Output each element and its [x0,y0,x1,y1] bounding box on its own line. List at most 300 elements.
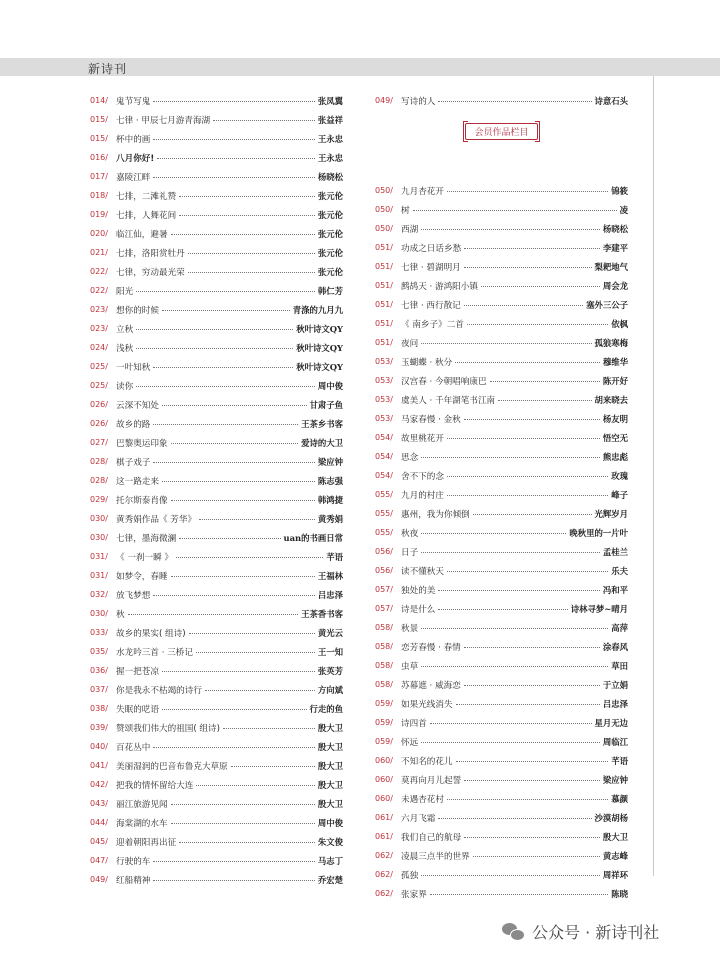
leader-dots [153,177,314,178]
entry-title: 西湖 [401,224,419,235]
toc-right-list [375,181,628,903]
leader-dots [179,196,315,197]
leader-dots [473,856,600,857]
toc-entry[interactable] [375,390,628,409]
entry-author: 塞外三公子 [586,299,628,310]
leader-dots [231,766,315,767]
page-number: 059/ [375,737,393,746]
entry-author: 熊忠彪 [602,451,628,462]
toc-entry[interactable] [375,865,628,884]
page-number: 062/ [375,870,393,879]
toc-entry[interactable] [375,181,628,200]
leader-dots [176,557,323,558]
page-number: 014/ [90,96,108,105]
page-number: 040/ [90,742,108,751]
page-number: 043/ [90,799,108,808]
page-number: 030/ [90,533,108,542]
toc-entry[interactable] [90,224,343,243]
entry-title: 杯中的画 [116,134,151,145]
page-number: 058/ [375,642,393,651]
leader-dots [153,367,293,368]
entry-author: 峰子 [611,489,628,500]
leader-dots [157,158,315,159]
toc-entry[interactable] [90,661,343,680]
entry-author: 杨晓松 [602,223,628,234]
entry-title: 秋 [116,609,125,620]
entry-author: 殷大卫 [317,798,343,809]
page-number: 020/ [90,229,108,238]
toc-entry[interactable] [90,870,343,889]
leader-dots [171,234,315,235]
entry-title: 如果光线消失 [401,699,453,710]
entry-title: 苏幕遮 · 威海恋 [401,680,461,691]
toc-entry[interactable] [90,167,343,186]
entry-title: 七律 · 碧湖明月 [401,262,461,273]
toc-entry[interactable] [90,623,343,642]
wechat-icon [502,923,524,941]
toc-entry[interactable] [90,794,343,813]
page-number: 061/ [375,813,393,822]
entry-author: 沙漠胡杨 [594,812,628,823]
entry-title: 阳光 [116,286,134,297]
page-number: 036/ [90,666,108,675]
toc-entry[interactable] [90,319,343,338]
entry-title: 你是我永不枯竭的诗行 [116,685,202,696]
toc-entry[interactable] [375,409,628,428]
entry-author: 周中俊 [317,380,343,391]
page-number: 051/ [375,243,393,252]
toc-entry[interactable] [90,129,343,148]
page-number: 062/ [375,889,393,898]
toc-entry[interactable] [375,770,628,789]
toc-entry[interactable] [375,352,628,371]
entry-title: 《 一刹一瞬 》 [116,552,174,563]
page-number: 049/ [375,96,393,105]
toc-entry[interactable] [375,599,628,618]
page-number: 055/ [375,528,393,537]
entry-title: 恋芳春慢 · 春情 [401,642,461,653]
toc-entry[interactable] [375,523,628,542]
leader-dots [171,576,315,577]
toc-entry[interactable] [90,91,343,110]
page-number: 031/ [90,571,108,580]
toc-entry[interactable] [375,371,628,390]
page-number: 060/ [375,756,393,765]
entry-title: 把我的情怀留给大连 [116,780,194,791]
toc-entry[interactable] [375,485,628,504]
leader-dots [153,101,314,102]
toc-entry[interactable] [90,604,343,623]
toc-entry[interactable] [375,827,628,846]
entry-title: 不知名的花儿 [401,756,453,767]
leader-dots [464,780,600,781]
page-number: 050/ [375,205,393,214]
page-number: 031/ [90,552,108,561]
entry-title: 行驶的车 [116,856,151,867]
entry-title: 思念 [401,452,419,463]
entry-title: 孤独 [401,870,419,881]
entry-author: 高萍 [611,622,628,633]
leader-dots [421,666,608,667]
entry-title: 丽江旅游见闻 [116,799,168,810]
page-edge-line [653,76,654,876]
entry-author: 杨友明 [602,413,628,424]
entry-title: 七律 · 甲辰七月游青海湖 [116,115,211,126]
toc-entry[interactable] [375,276,628,295]
page-number: 051/ [375,281,393,290]
entry-title: 七排，洛阳赏牡丹 [116,248,185,259]
toc-entry[interactable] [90,832,343,851]
page-number: 060/ [375,775,393,784]
entry-title: 美丽湿润的巴音布鲁克大草原 [116,761,228,772]
toc-entry[interactable] [90,756,343,775]
toc-entry[interactable] [375,808,628,827]
entry-title: 《 南乡子》二首 [401,319,464,330]
toc-entry[interactable] [375,333,628,352]
toc-entry[interactable] [90,243,343,262]
toc-entry[interactable] [90,338,343,357]
leader-dots [179,538,280,539]
entry-author: 秋叶诗文QY [296,342,343,353]
entry-title: 功成之日话乡愁 [401,243,462,254]
toc-entry[interactable] [90,414,343,433]
toc-entry[interactable] [375,428,628,447]
page-number: 026/ [90,400,108,409]
toc-entry[interactable] [375,675,628,694]
leader-dots [456,704,600,705]
entry-title: 九月杏花开 [401,186,444,197]
toc-entry[interactable] [90,395,343,414]
entry-title: 七律 · 西行散记 [401,300,461,311]
toc-entry[interactable] [375,219,628,238]
entry-author: 梁应钟 [317,456,343,467]
toc-entry[interactable] [90,680,343,699]
toc-entry[interactable] [375,713,628,732]
toc-entry[interactable] [90,376,343,395]
toc-entry[interactable] [90,699,343,718]
toc-entry[interactable] [90,357,343,376]
entry-title: 夜问 [401,338,419,349]
entry-title: 六月飞霜 [401,813,436,824]
entry-author: 王茶乡书客 [301,418,343,429]
toc-entry[interactable] [90,528,343,547]
page-number: 053/ [375,357,393,366]
toc-entry[interactable] [375,732,628,751]
entry-author: 周会龙 [602,280,628,291]
toc-entry[interactable] [375,751,628,770]
toc-entry[interactable] [375,257,628,276]
entry-title: 我们自己的航母 [401,832,462,843]
toc-entry[interactable] [90,737,343,756]
leader-dots [447,571,608,572]
leader-dots [438,609,567,610]
toc-entry[interactable] [375,238,628,257]
entry-title: 赞颂我们伟大的祖国( 组诗) [116,723,220,734]
leader-dots [153,747,314,748]
page-number: 042/ [90,780,108,789]
leader-dots [447,495,608,496]
toc-entry[interactable] [375,789,628,808]
toc-entry[interactable] [90,547,343,566]
entry-author: 陈志强 [317,475,343,486]
section-label: 会员作品栏目 [465,123,537,140]
entry-title: 迎着朝阳再出征 [116,837,177,848]
entry-title: 八月你好! [116,153,155,164]
entry-author: 王茶香书客 [301,608,343,619]
entry-author: 殷大卫 [317,760,343,771]
page-number: 055/ [375,490,393,499]
page-number: 049/ [90,875,108,884]
toc-entry[interactable] [90,566,343,585]
leader-dots [162,709,307,710]
entry-author: 诗林寻梦~晴月 [570,603,628,614]
entry-title: 鬼节写鬼 [116,96,151,107]
page-number: 019/ [90,210,108,219]
toc-entry[interactable] [375,637,628,656]
entry-title: 未遇杏花村 [401,794,444,805]
entry-title: 这一路走来 [116,476,159,487]
entry-title: 黄秀娟作品《 芳华》 [116,514,197,525]
leader-dots [421,552,600,553]
entry-title: 惠州，我为你倾倒 [401,509,470,520]
page-number: 051/ [375,338,393,347]
section-spacer [375,154,628,181]
leader-dots [464,837,600,838]
toc-entry[interactable] [90,300,343,319]
page-number: 024/ [90,343,108,352]
page-number: 023/ [90,324,108,333]
leader-dots [421,457,600,458]
page-number: 054/ [375,471,393,480]
leader-dots [464,305,583,306]
toc-entry[interactable] [90,775,343,794]
page-number: 047/ [90,856,108,865]
entry-author: 杨晓松 [317,171,343,182]
toc-entry[interactable] [90,585,343,604]
page-number: 017/ [90,172,108,181]
entry-title: 诗是什么 [401,604,436,615]
entry-title: 失眠的呓语 [116,704,159,715]
toc-entry[interactable] [90,452,343,471]
toc-entry[interactable] [375,846,628,865]
entry-title: 百花丛中 [116,742,151,753]
toc-entry[interactable] [375,884,628,903]
leader-dots [128,614,299,615]
leader-dots [438,818,591,819]
leader-dots [438,101,591,102]
entry-author: 张英芳 [317,665,343,676]
leader-dots [136,329,293,330]
leader-dots [421,229,600,230]
toc-entry[interactable] [375,618,628,637]
leader-dots [447,438,600,439]
toc-entry[interactable] [90,642,343,661]
leader-dots [421,343,591,344]
leader-dots [490,381,600,382]
leader-dots [153,424,298,425]
leader-dots [413,210,617,211]
entry-title: 凌晨三点半的世界 [401,851,470,862]
entry-author: 黄光云 [317,627,343,638]
page-number: 051/ [375,262,393,271]
toc-entry[interactable] [90,148,343,167]
entry-title: 七律，穷动最光荣 [116,267,185,278]
page-number: 022/ [90,267,108,276]
toc-entry[interactable] [90,851,343,870]
page-number: 058/ [375,680,393,689]
entry-author: 张凤翼 [317,95,343,106]
toc-entry[interactable] [90,813,343,832]
page-number: 054/ [375,452,393,461]
entry-author: 殷大卫 [602,831,628,842]
leader-dots [171,823,315,824]
toc-entry[interactable] [90,490,343,509]
entry-author: 秋叶诗文QY [296,361,343,372]
page-number: 056/ [375,566,393,575]
entry-title: 读不懂秋天 [401,566,444,577]
leader-dots [188,253,315,254]
leader-dots [421,628,608,629]
toc-entry[interactable] [90,205,343,224]
page-number: 062/ [375,851,393,860]
leader-dots [162,310,290,311]
toc-entry[interactable] [375,542,628,561]
toc-entry[interactable] [375,91,628,110]
leader-dots [171,500,315,501]
leader-dots [171,804,315,805]
leader-dots [481,286,600,287]
toc-entry[interactable] [375,447,628,466]
entry-author: 朱文俊 [317,836,343,847]
toc-entry[interactable] [375,295,628,314]
entry-author: 冯和平 [602,584,628,595]
entry-author: 陈晓 [611,888,628,899]
entry-author: 吕忠泽 [317,589,343,600]
leader-dots [464,685,600,686]
entry-title: 秋景 [401,623,419,634]
page-number: 030/ [90,609,108,618]
page-number: 027/ [90,438,108,447]
entry-title: 想你的时候 [116,305,159,316]
leader-dots [438,590,599,591]
entry-author: 张元伦 [317,190,343,201]
entry-author: 乔宏楚 [317,874,343,885]
entry-author: 周祥环 [602,869,628,880]
leader-dots [153,139,314,140]
entry-title: 故乡的路 [116,419,151,430]
leader-dots [205,690,315,691]
top-margin [0,0,720,58]
toc-entry[interactable] [375,656,628,675]
toc-entry[interactable] [90,110,343,129]
leader-dots [162,671,315,672]
toc-entry[interactable] [90,281,343,300]
entry-title: 鹧鸪天 · 游鸿阳小镇 [401,281,478,292]
leader-dots [213,120,315,121]
entry-author: 张元伦 [317,266,343,277]
entry-title: 红船精神 [116,875,151,886]
entry-title: 舍不下的念 [401,471,444,482]
toc-entry[interactable] [375,466,628,485]
toc-entry[interactable] [90,718,343,737]
page-number: 051/ [375,319,393,328]
toc-entry[interactable] [375,561,628,580]
entry-author: uan的书画日常 [283,532,343,543]
entry-author: 马志丁 [317,855,343,866]
leader-dots [430,894,608,895]
entry-author: 甘肃子鱼 [309,399,343,410]
page-number: 044/ [90,818,108,827]
page-number: 058/ [375,623,393,632]
page-number: 060/ [375,794,393,803]
leader-dots [153,595,314,596]
toc-entry[interactable] [90,471,343,490]
page-number: 039/ [90,723,108,732]
page-number: 022/ [90,286,108,295]
entry-author: 张元伦 [317,247,343,258]
toc-entry[interactable] [375,580,628,599]
page-number: 053/ [375,395,393,404]
page-number: 015/ [90,134,108,143]
entry-author: 晚秋里的一片叶 [569,527,628,538]
leader-dots [464,267,592,268]
entry-author: 王一知 [317,646,343,657]
leader-dots [464,647,600,648]
entry-author: 周中俊 [317,817,343,828]
entry-title: 一叶知秋 [116,362,151,373]
page-number: 028/ [90,476,108,485]
entry-title: 读你 [116,381,134,392]
page-number: 016/ [90,153,108,162]
page-number: 053/ [375,376,393,385]
leader-dots [447,799,608,800]
toc-entry[interactable] [375,504,628,523]
wechat-footer [502,920,659,943]
toc-entry[interactable] [90,186,343,205]
leader-dots [162,481,315,482]
page-number: 050/ [375,224,393,233]
entry-title: 日子 [401,547,419,558]
leader-dots [498,400,591,401]
entry-author: 孤狼寒梅 [594,337,628,348]
entry-title: 怀远 [401,737,419,748]
entry-author: 张元伦 [317,228,343,239]
entry-title: 棋子戏子 [116,457,151,468]
toc-entry[interactable] [375,694,628,713]
entry-author: 草田 [611,660,628,671]
entry-author: 秋叶诗文QY [296,323,343,334]
leader-dots [199,519,315,520]
leader-dots [467,324,608,325]
entry-title: 张家界 [401,889,427,900]
entry-author: 光辉岁月 [594,508,628,519]
toc-entry[interactable] [90,509,343,528]
toc-entry[interactable] [90,262,343,281]
toc-entry[interactable] [90,433,343,452]
entry-author: 于立娟 [602,679,628,690]
page-number: 056/ [375,547,393,556]
leader-dots [456,761,609,762]
entry-title: 七排，二滩礼赞 [116,191,177,202]
entry-title: 诗四首 [401,718,427,729]
entry-title: 立秋 [116,324,134,335]
entry-author: 胡来晓去 [594,394,628,405]
entry-author: 殷大卫 [317,722,343,733]
toc-entry[interactable] [375,314,628,333]
toc-entry[interactable] [375,200,628,219]
entry-author: 锦筱 [611,185,628,196]
toc-right-column [375,91,628,903]
